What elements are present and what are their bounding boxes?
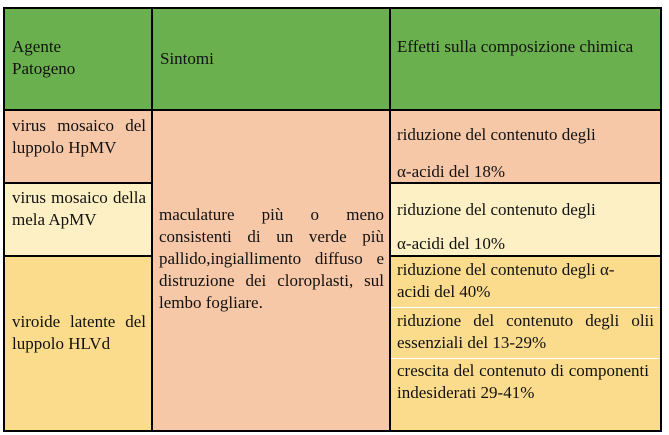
header-agent: Agente Patogeno [4,8,152,110]
border-bottom [3,430,662,432]
border-row2-right [389,255,662,257]
border-top [3,7,662,9]
effects-separator [391,307,659,308]
border-header-bottom [3,109,662,111]
agent-hlvd: viroide latente del luppolo HLVd [4,256,152,431]
effects-separator [391,358,659,359]
effects-hlvd: riduzione del contenuto degli α-acidi del 40% riduzione del contenuto degli olii essenziali del 13-29% crescita del contenuto di componenti indesiderati 29-41% [390,256,660,431]
border-row2 [3,255,153,257]
border-col1 [151,7,153,432]
border-right [660,7,662,432]
effects-hpmv: riduzione del contenuto degli α-acidi del 18% [390,110,660,183]
border-row1-right [389,182,662,184]
header-effects: Effetti sulla composizione chimica [390,8,660,110]
border-col2 [389,7,391,432]
border-left [3,7,5,432]
agent-hpmv: virus mosaico del luppolo HpMV [4,110,152,183]
header-symptoms: Sintomi [152,8,390,110]
border-row1 [3,182,153,184]
agent-apmv: virus mosaico della mela ApMV [4,183,152,256]
symptoms-cell: maculature più o meno consistenti di un verde più pallido,ingiallimento diffuso e distruzione dei cloroplasti, sul lembo fogliare. [152,110,390,431]
effects-apmv: riduzione del contenuto degli α-acidi del 10% [390,183,660,256]
